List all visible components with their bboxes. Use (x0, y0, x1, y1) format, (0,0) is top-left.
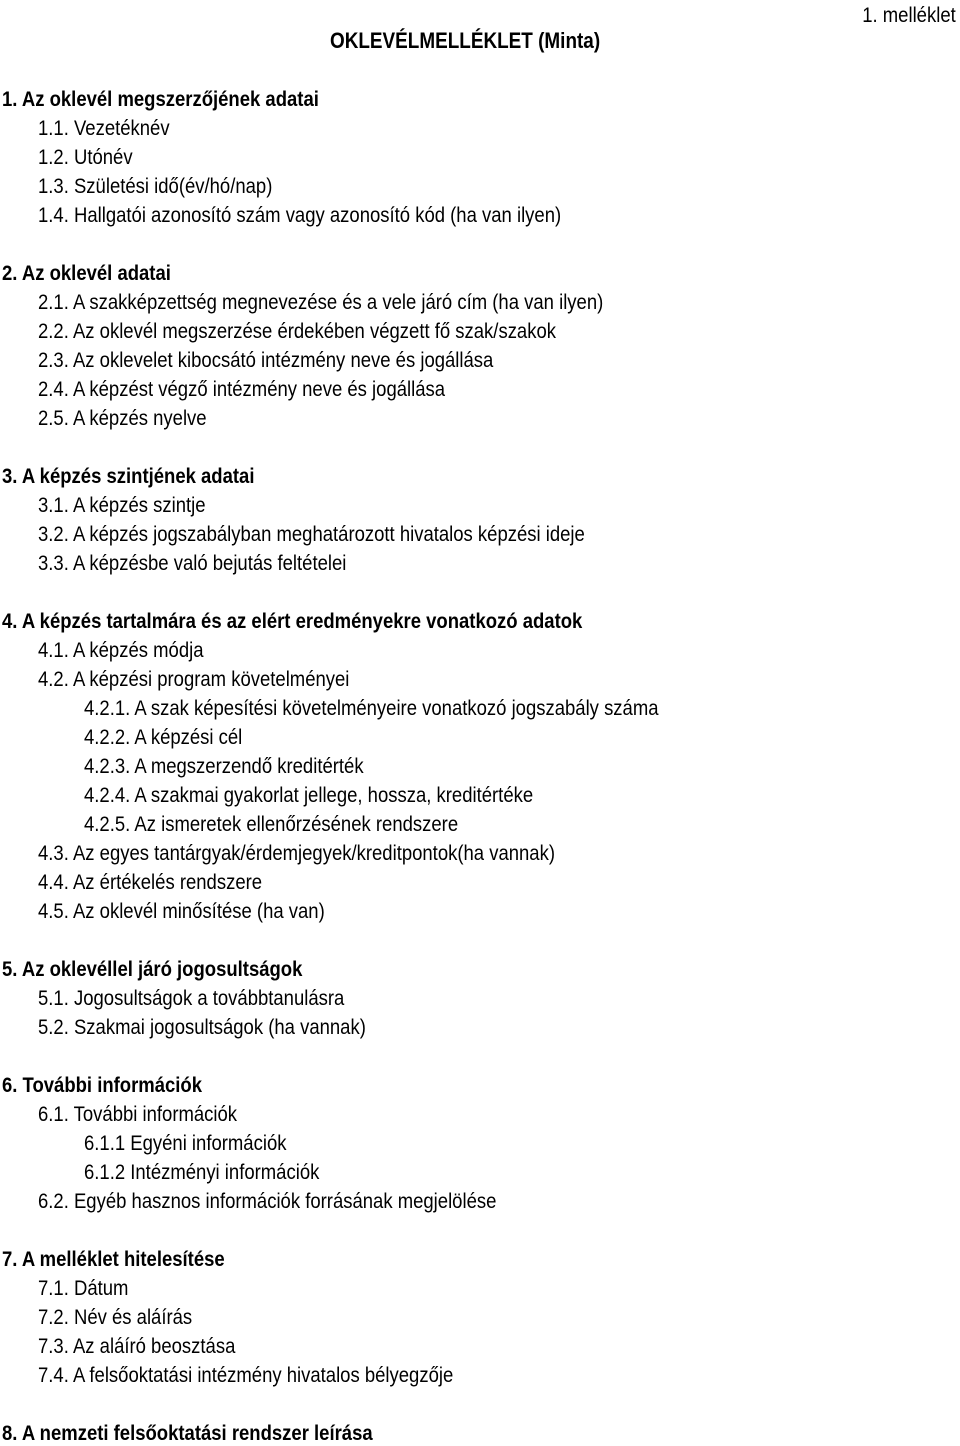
section-8-heading: 8. A nemzeti felsőoktatási rendszer leírása (2, 1421, 373, 1445)
item-4-2-4: 4.2.4. A szakmai gyakorlat jellege, hossza, kreditértéke (84, 783, 534, 807)
item-4-2: 4.2. A képzési program követelményei (38, 667, 350, 691)
item-6-2: 6.2. Egyéb hasznos információk forrásának megjelölése (38, 1189, 497, 1213)
annex-label: 1. melléklet (862, 3, 956, 27)
section-3-heading: 3. A képzés szintjének adatai (2, 464, 255, 488)
item-1-3: 1.3. Születési idő(év/hó/nap) (38, 174, 273, 198)
item-6-1-1: 6.1.1 Egyéni információk (84, 1131, 287, 1155)
section-7-heading: 7. A melléklet hitelesítése (2, 1247, 225, 1271)
section-2-heading: 2. Az oklevél adatai (2, 261, 171, 285)
section-5-heading: 5. Az oklevéllel járó jogosultságok (2, 957, 303, 981)
item-1-2: 1.2. Utónév (38, 145, 133, 169)
item-4-2-1: 4.2.1. A szak képesítési követelményeire vonatkozó jogszabály száma (84, 696, 659, 720)
item-6-1: 6.1. További információk (38, 1102, 238, 1126)
section-6-heading: 6. További információk (2, 1073, 203, 1097)
item-1-4: 1.4. Hallgatói azonosító szám vagy azonosító kód (ha van ilyen) (38, 203, 562, 227)
item-5-1: 5.1. Jogosultságok a továbbtanulásra (38, 986, 345, 1010)
item-2-5: 2.5. A képzés nyelve (38, 406, 207, 430)
item-2-1: 2.1. A szakképzettség megnevezése és a vele járó cím (ha van ilyen) (38, 290, 604, 314)
item-3-1: 3.1. A képzés szintje (38, 493, 206, 517)
item-4-2-3: 4.2.3. A megszerzendő kreditérték (84, 754, 364, 778)
item-4-1: 4.1. A képzés módja (38, 638, 204, 662)
item-3-3: 3.3. A képzésbe való bejutás feltételei (38, 551, 347, 575)
item-4-2-2: 4.2.2. A képzési cél (84, 725, 243, 749)
item-7-2: 7.2. Név és aláírás (38, 1305, 193, 1329)
item-1-1: 1.1. Vezetéknév (38, 116, 170, 140)
item-7-4: 7.4. A felsőoktatási intézmény hivatalos bélyegzője (38, 1363, 454, 1387)
section-1-heading: 1. Az oklevél megszerzőjének adatai (2, 87, 319, 111)
item-4-4: 4.4. Az értékelés rendszere (38, 870, 263, 894)
section-4-heading: 4. A képzés tartalmára és az elért eredményekre vonatkozó adatok (2, 609, 583, 633)
item-4-3: 4.3. Az egyes tantárgyak/érdemjegyek/kreditpontok(ha vannak) (38, 841, 555, 865)
item-4-2-5: 4.2.5. Az ismeretek ellenőrzésének rendszere (84, 812, 459, 836)
item-4-5: 4.5. Az oklevél minősítése (ha van) (38, 899, 325, 923)
item-2-2: 2.2. Az oklevél megszerzése érdekében végzett fő szak/szakok (38, 319, 557, 343)
item-7-3: 7.3. Az aláíró beosztása (38, 1334, 236, 1358)
item-2-3: 2.3. Az oklevelet kibocsátó intézmény neve és jogállása (38, 348, 494, 372)
item-3-2: 3.2. A képzés jogszabályban meghatározott hivatalos képzési ideje (38, 522, 585, 546)
document-title: OKLEVÉLMELLÉKLET (Minta) (330, 28, 601, 53)
item-7-1: 7.1. Dátum (38, 1276, 129, 1300)
item-6-1-2: 6.1.2 Intézményi információk (84, 1160, 320, 1184)
item-5-2: 5.2. Szakmai jogosultságok (ha vannak) (38, 1015, 366, 1039)
item-2-4: 2.4. A képzést végző intézmény neve és jogállása (38, 377, 446, 401)
